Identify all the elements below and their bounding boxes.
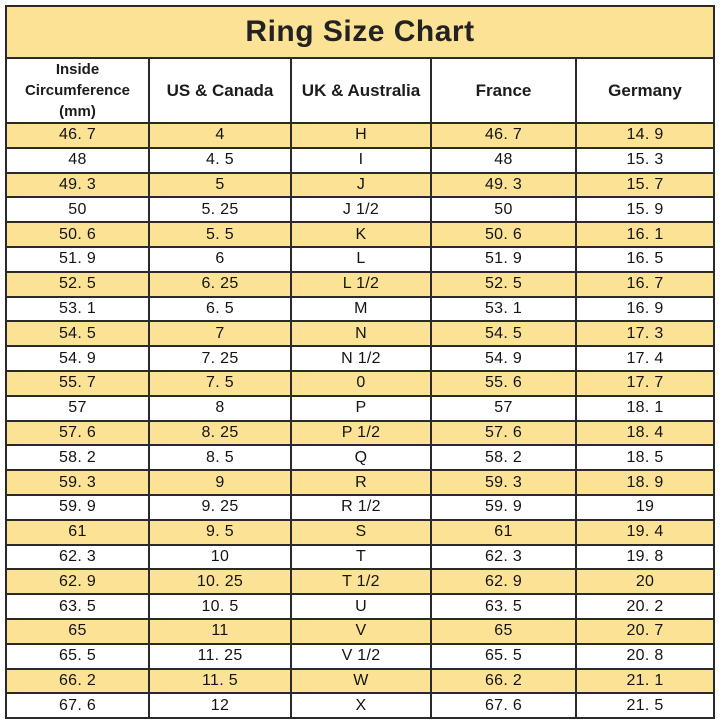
table-row [6, 569, 714, 594]
table-cell: 19. 4 [576, 520, 714, 545]
table-body [6, 123, 714, 718]
table-cell: 15. 9 [576, 197, 714, 222]
table-cell: 7 [149, 321, 291, 346]
table-cell: T 1/2 [291, 569, 431, 594]
table-cell: 14. 9 [576, 123, 714, 148]
table-row [6, 421, 714, 446]
table-cell: 6. 5 [149, 297, 291, 322]
table-cell: 58. 2 [431, 445, 576, 470]
table-cell: 55. 6 [431, 371, 576, 396]
table-cell: 9. 25 [149, 495, 291, 520]
table-cell: 17. 7 [576, 371, 714, 396]
table-cell: 15. 7 [576, 173, 714, 198]
table-cell: 18. 9 [576, 470, 714, 495]
header-row [6, 58, 714, 123]
table-cell: 0 [291, 371, 431, 396]
table-cell: 51. 9 [431, 247, 576, 272]
table-cell: T [291, 545, 431, 570]
table-cell: 50 [6, 197, 149, 222]
table-cell: 62. 3 [6, 545, 149, 570]
table-row [6, 445, 714, 470]
table-cell: 4 [149, 123, 291, 148]
page-title: Ring Size Chart [6, 6, 714, 58]
table-cell: 50. 6 [431, 222, 576, 247]
column-header-inside-circumference-line1: Inside Circumference [24, 61, 131, 99]
table-cell: 51. 9 [6, 247, 149, 272]
table-cell: V [291, 619, 431, 644]
table-cell: 16. 1 [576, 222, 714, 247]
table-row [6, 396, 714, 421]
table-cell: U [291, 594, 431, 619]
table-cell: 53. 1 [431, 297, 576, 322]
column-header-inside-circumference-line2: (mm) [59, 103, 96, 120]
table-row [6, 619, 714, 644]
table-cell: 20. 8 [576, 644, 714, 669]
table-cell: 4. 5 [149, 148, 291, 173]
table-row [6, 371, 714, 396]
column-header-france: France [431, 58, 576, 123]
table-cell: 61 [431, 520, 576, 545]
table-cell: 11. 5 [149, 669, 291, 694]
table-cell: 21. 5 [576, 693, 714, 718]
table-cell: 17. 3 [576, 321, 714, 346]
table-cell: 10 [149, 545, 291, 570]
table-cell: 7. 25 [149, 346, 291, 371]
table-cell: 57 [6, 396, 149, 421]
table-cell: 5. 25 [149, 197, 291, 222]
table-row [6, 520, 714, 545]
table-cell: 6. 25 [149, 272, 291, 297]
table-cell: L [291, 247, 431, 272]
table-cell: 6 [149, 247, 291, 272]
table-cell: 9 [149, 470, 291, 495]
table-cell: 62. 9 [6, 569, 149, 594]
table-cell: 52. 5 [431, 272, 576, 297]
table-row [6, 272, 714, 297]
table-cell: 61 [6, 520, 149, 545]
table-cell: R [291, 470, 431, 495]
table-cell: J [291, 173, 431, 198]
table-row [6, 470, 714, 495]
table-cell: H [291, 123, 431, 148]
table-row [6, 495, 714, 520]
table-cell: 59. 9 [431, 495, 576, 520]
table-cell: S [291, 520, 431, 545]
table-cell: 66. 2 [6, 669, 149, 694]
table-row [6, 545, 714, 570]
table-cell: 16. 7 [576, 272, 714, 297]
table-cell: 20. 2 [576, 594, 714, 619]
column-header-inside-circumference [6, 58, 149, 123]
table-cell: 57 [431, 396, 576, 421]
table-cell: 55. 7 [6, 371, 149, 396]
table-cell: 18. 4 [576, 421, 714, 446]
table-cell: 20 [576, 569, 714, 594]
table-row [6, 644, 714, 669]
table-row [6, 669, 714, 694]
table-cell: 50. 6 [6, 222, 149, 247]
table-cell: 57. 6 [431, 421, 576, 446]
table-cell: 52. 5 [6, 272, 149, 297]
table-cell: I [291, 148, 431, 173]
table-cell: R 1/2 [291, 495, 431, 520]
table-cell: 12 [149, 693, 291, 718]
table-row [6, 346, 714, 371]
table-row [6, 148, 714, 173]
table-row [6, 247, 714, 272]
table-row [6, 173, 714, 198]
table-cell: 19. 8 [576, 545, 714, 570]
table-cell: 16. 5 [576, 247, 714, 272]
table-cell: P [291, 396, 431, 421]
table-cell: 65 [6, 619, 149, 644]
table-cell: 21. 1 [576, 669, 714, 694]
table-cell: 48 [431, 148, 576, 173]
table-cell: 65 [431, 619, 576, 644]
table-cell: 15. 3 [576, 148, 714, 173]
table-row [6, 321, 714, 346]
table-cell: 17. 4 [576, 346, 714, 371]
table-cell: 16. 9 [576, 297, 714, 322]
table-cell: 20. 7 [576, 619, 714, 644]
ring-size-table [5, 5, 715, 719]
table-cell: 65. 5 [6, 644, 149, 669]
table-row [6, 594, 714, 619]
column-header-germany: Germany [576, 58, 714, 123]
table-cell: 19 [576, 495, 714, 520]
table-cell: 18. 1 [576, 396, 714, 421]
table-cell: L 1/2 [291, 272, 431, 297]
table-cell: M [291, 297, 431, 322]
table-row [6, 197, 714, 222]
table-cell: 63. 5 [6, 594, 149, 619]
table-cell: 62. 9 [431, 569, 576, 594]
table-cell: 65. 5 [431, 644, 576, 669]
table-cell: 11. 25 [149, 644, 291, 669]
table-cell: K [291, 222, 431, 247]
table-cell: 8. 5 [149, 445, 291, 470]
table-cell: 50 [431, 197, 576, 222]
table-cell: 58. 2 [6, 445, 149, 470]
column-header-uk-australia: UK & Australia [291, 58, 431, 123]
table-cell: 57. 6 [6, 421, 149, 446]
table-cell: N 1/2 [291, 346, 431, 371]
table-cell: 59. 9 [6, 495, 149, 520]
table-cell: 11 [149, 619, 291, 644]
table-cell: 67. 6 [431, 693, 576, 718]
table-cell: X [291, 693, 431, 718]
table-cell: J 1/2 [291, 197, 431, 222]
table-cell: 8 [149, 396, 291, 421]
table-cell: 54. 9 [431, 346, 576, 371]
table-cell: 10. 25 [149, 569, 291, 594]
table-cell: 67. 6 [6, 693, 149, 718]
title-row [6, 6, 714, 58]
table-cell: 5 [149, 173, 291, 198]
table-cell: 8. 25 [149, 421, 291, 446]
table-cell: 53. 1 [6, 297, 149, 322]
table-row [6, 222, 714, 247]
table-cell: 54. 5 [6, 321, 149, 346]
table-cell: V 1/2 [291, 644, 431, 669]
table-cell: 48 [6, 148, 149, 173]
table-row [6, 123, 714, 148]
table-cell: 7. 5 [149, 371, 291, 396]
table-cell: 5. 5 [149, 222, 291, 247]
table-cell: 18. 5 [576, 445, 714, 470]
table-cell: 59. 3 [6, 470, 149, 495]
table-cell: 49. 3 [431, 173, 576, 198]
column-header-us-canada: US & Canada [149, 58, 291, 123]
table-cell: 49. 3 [6, 173, 149, 198]
table-cell: 59. 3 [431, 470, 576, 495]
table-cell: 66. 2 [431, 669, 576, 694]
table-cell: 54. 9 [6, 346, 149, 371]
table-cell: 46. 7 [6, 123, 149, 148]
table-cell: 62. 3 [431, 545, 576, 570]
table-cell: Q [291, 445, 431, 470]
table-cell: W [291, 669, 431, 694]
table-cell: 9. 5 [149, 520, 291, 545]
table-cell: 10. 5 [149, 594, 291, 619]
table-cell: 54. 5 [431, 321, 576, 346]
table-cell: P 1/2 [291, 421, 431, 446]
table-cell: N [291, 321, 431, 346]
table-row [6, 693, 714, 718]
table-cell: 46. 7 [431, 123, 576, 148]
table-cell: 63. 5 [431, 594, 576, 619]
table-row [6, 297, 714, 322]
